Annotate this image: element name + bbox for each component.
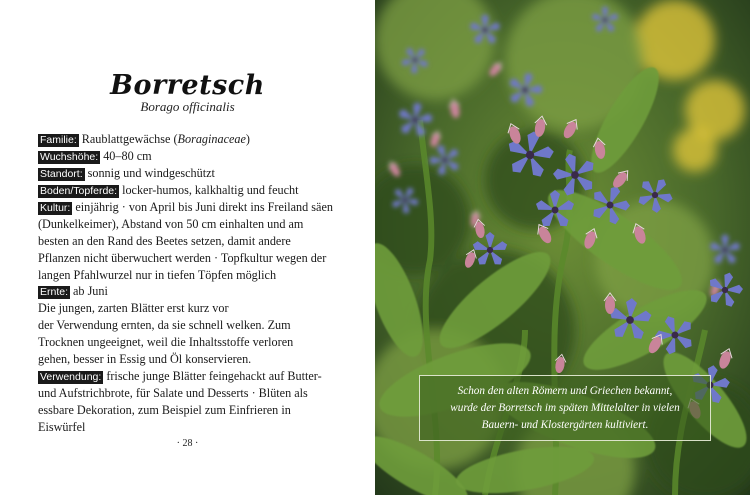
background-bokeh — [635, 0, 715, 80]
entry-kultur — [38, 199, 343, 216]
ernte-text-line: gehen, besser in Essig und Öl konservieren. — [38, 352, 252, 367]
label-verwendung: Verwendung: — [40, 371, 102, 384]
flower-center — [487, 247, 493, 253]
label-ernte: Ernte: — [40, 286, 69, 299]
kultur-text-line: einjährig · von April bis Juni direkt ins Freiland säen — [75, 199, 333, 214]
flower-center — [722, 247, 728, 253]
ernte-text-line: ab Juni — [73, 284, 108, 299]
entry-verwendung — [38, 368, 343, 385]
flower-center — [482, 27, 488, 33]
entry-boden — [38, 182, 343, 199]
page-title: Borretsch — [110, 70, 265, 101]
ernte-text-line: der Verwendung ernten, da sie schnell welken. Zum — [38, 318, 291, 333]
verwendung-text-line: essbare Dekoration, zum Beispiel zum Einfrieren in — [38, 403, 291, 417]
entry-familie — [38, 131, 343, 148]
entry-standort — [38, 165, 343, 182]
label-standort: Standort: — [40, 167, 83, 180]
label-wuchshoehe: Wuchshöhe: — [40, 150, 99, 163]
caption-line: wurde der Borretsch im späten Mittelalter in vielen — [450, 401, 680, 414]
caption-line: Schon den alten Römern und Griechen bekannt, — [457, 384, 673, 397]
entry-ernte — [38, 283, 343, 300]
familie-close: ) — [245, 132, 250, 146]
plant-profile — [38, 131, 343, 436]
kultur-text-line: langen Pfahlwurzel nur in tiefen Töpfen möglich — [38, 267, 277, 282]
bud-body — [605, 296, 615, 314]
familie-latin: Boraginaceae — [177, 132, 246, 146]
wuchshoehe-text: 40–80 cm — [103, 148, 152, 163]
familie-text: Raublattgewächse ( — [81, 132, 178, 146]
label-boden-topferde: Boden/Topferde: — [40, 184, 118, 197]
label-kultur: Kultur: — [40, 201, 71, 214]
ernte-text-line: Die jungen, zarten Blätter erst kurz vor — [38, 301, 229, 316]
ernte-text-line: Trocknen ungeeignet, weil die Inhaltsstoffe verloren — [38, 335, 294, 350]
entry-wuchshoehe — [38, 148, 343, 165]
verwendung-text-line: und Aufstrichbrote, für Salate und Desserts · Blüten als — [38, 386, 308, 401]
standort-text: sonnig und windgeschützt — [87, 165, 215, 180]
photo-caption — [450, 383, 679, 434]
photo-caption-box — [419, 375, 711, 441]
flower-center — [603, 18, 608, 23]
background-bokeh — [673, 128, 717, 172]
kultur-text-line: besten an den Rand des Beetes setzen, damit andere — [38, 233, 291, 248]
label-familie: Familie: — [40, 134, 77, 146]
kultur-text-line: Pflanzen nicht überwuchert werden · Topfkultur wegen der — [38, 250, 327, 265]
page-number: · 28 · — [176, 438, 199, 449]
verwendung-text-line: frische junge Blätter feingehackt auf Butter- — [106, 369, 322, 384]
kultur-text-line: (Dunkelkeimer), Abstand von 50 cm einhalten und am — [38, 216, 304, 231]
verwendung-text-line: Eiswürfel — [38, 419, 86, 434]
flower-center — [552, 207, 559, 214]
caption-line: Bauern- und Klostergärten kultiviert. — [481, 418, 649, 431]
botanical-name: Borago officinalis — [140, 99, 235, 114]
boden-text: locker-humos, kalkhaltig und feucht — [122, 182, 299, 197]
